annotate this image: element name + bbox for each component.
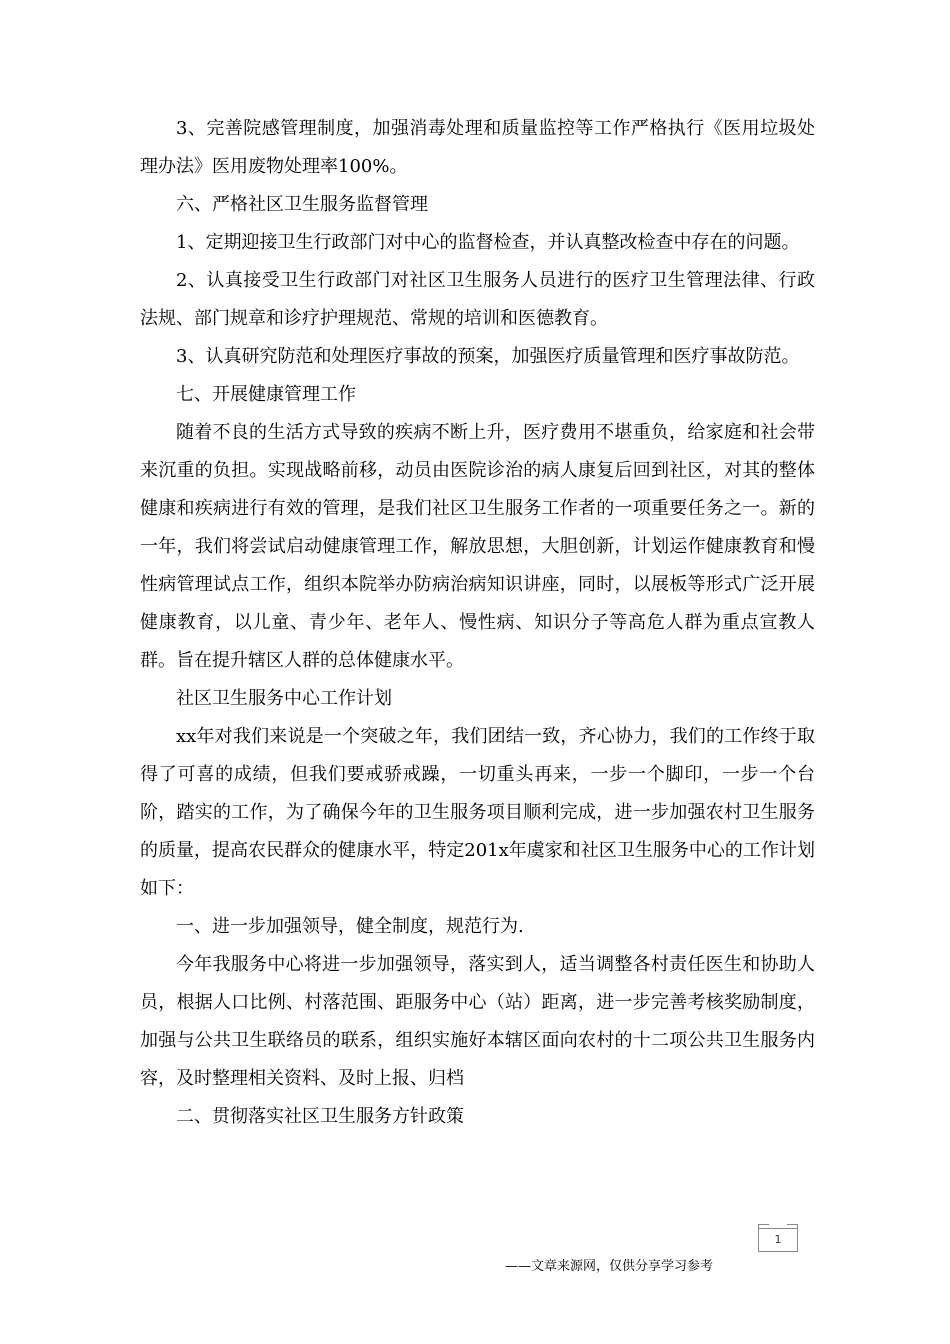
section-heading: 七、开展健康管理工作 bbox=[176, 384, 356, 405]
section-heading: 二、贯彻落实社区卫生服务方针政策 bbox=[176, 1106, 464, 1127]
section-heading: 六、严格社区卫生服务监督管理 bbox=[176, 194, 428, 215]
footer-note: ——文章来源网，仅供分享学习参考 bbox=[505, 1259, 714, 1274]
paragraph: 随着不良的生活方式导致的疾病不断上升，医疗费用不堪重负，给家庭和社会带来沉重的负担。实现战略前移，动员由医院诊治的病人康复后回到社区，对其的整体健康和疾病进行有效的管理，是我们社区卫生服务工作者的一项重要任务之一。新的一年，我们将尝试启动健康管理工作，解放思想，大胆创新，计划运作健康教育和慢性病管理试点工作，组织本院举办防病治病知识讲座，同时，以展板等形式广泛开展健康教育，以儿童、青少年、老年人、慢性病、知识分子等高危人群为重点宣教人群。旨在提升辖区人群的总体健康水平。 bbox=[140, 422, 815, 671]
page-corner-icon bbox=[787, 1224, 798, 1231]
section-heading: 社区卫生服务中心工作计划 bbox=[176, 688, 392, 709]
paragraph: 3、完善院感管理制度，加强消毒处理和质量监控等工作严格执行《医用垃圾处理办法》医用废物处理率100%。 bbox=[140, 118, 815, 177]
paragraph: 2、认真接受卫生行政部门对社区卫生服务人员进行的医疗卫生管理法律、行政法规、部门规章和诊疗护理规范、常规的培训和医德教育。 bbox=[140, 270, 815, 329]
paragraph: 今年我服务中心将进一步加强领导，落实到人，适当调整各村责任医生和协助人员，根据人口比例、村落范围、距服务中心（站）距离，进一步完善考核奖励制度，加强与公共卫生联络员的联系，组织实施好本辖区面向农村的十二项公共卫生服务内容，及时整理相关资料、及时上报、归档 bbox=[140, 954, 815, 1089]
paragraph: 3、认真研究防范和处理医疗事故的预案，加强医疗质量管理和医疗事故防范。 bbox=[176, 346, 800, 367]
page-number-box bbox=[758, 1228, 798, 1252]
section-heading: 一、进一步加强领导，健全制度，规范行为. bbox=[176, 916, 524, 937]
page-corner-icon bbox=[758, 1224, 769, 1231]
paragraph: 1、定期迎接卫生行政部门对中心的监督检查，并认真整改检查中存在的问题。 bbox=[176, 232, 800, 253]
page-number: 1 bbox=[774, 1233, 782, 1246]
paragraph: xx年对我们来说是一个突破之年，我们团结一致，齐心协力，我们的工作终于取得了可喜的成绩，但我们要戒骄戒躁，一切重头再来，一步一个脚印，一步一个台阶，踏实的工作，为了确保今年的卫生服务项目顺利完成，进一步加强农村卫生服务的质量，提高农民群众的健康水平，特定201x年虞家和社区卫生服务中心的工作计划如下： bbox=[140, 726, 815, 899]
document-body bbox=[140, 110, 815, 1136]
